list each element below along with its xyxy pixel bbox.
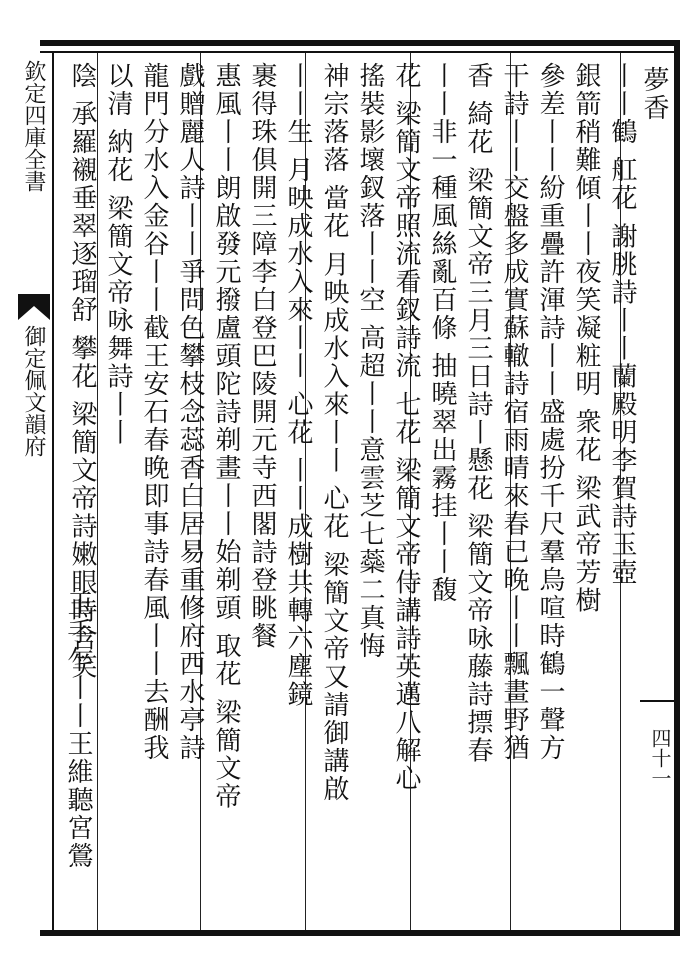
text-column: 龍門分水入金谷丨丨截王安石春晚即事詩春風丨丨去酬我 <box>139 62 169 762</box>
text-column: 搖裝影壞釵落丨丨空 高超丨丨意雲芝七蘂二真悔 <box>355 62 385 661</box>
frame-top-inner-border <box>40 51 680 53</box>
text-column: 丨丨非一種風絲亂百條 抽曉翠出霧挂丨丨馥 <box>427 62 457 605</box>
text-column: 以清 納花 梁簡文帝咏舞詩丨丨 <box>103 62 133 447</box>
frame-bottom-border <box>40 930 680 936</box>
text-column: 丨丨生 月映成水入來丨丨 心花 丨丨成樹共轉六塵鏡 <box>283 62 313 709</box>
text-column: 玉手乍丨丨王維聽宮鶯 <box>63 590 93 870</box>
text-column: 陰 承羅襯垂翠逐瑠舒 攀花 梁簡文帝詩嫩眼時含笑 <box>67 62 97 681</box>
page-number: 四十一 <box>648 728 672 788</box>
text-column: 干詩丨丨交盤多成實蘇轍詩宿雨晴來春已晚丨丨飄畫野猶 <box>499 62 529 762</box>
text-column: 參差丨丨紛重疊許渾詩丨丨盛處扮千尺羣烏喧時鶴一聲方 <box>535 62 565 762</box>
text-column: 丨丨鶴 舡花 謝朓詩丨丨蘭殿明李賀詩玉壺 <box>607 62 637 587</box>
text-column: 香 綺花 梁簡文帝三月三日詩丨懸花 梁簡文帝咏藤詩摽春 <box>463 62 493 765</box>
text-column: 惠風丨丨朗啟發元撥盧頭陀詩剃畫丨丨始剃頭 取花 梁簡文帝 <box>211 62 241 811</box>
fish-tail-icon <box>16 292 52 322</box>
text-column: 花 梁簡文帝照流看釵詩流 七花 梁簡文帝侍講詩英邁八解心 <box>391 62 421 793</box>
text-column: 神宗落落 當花 月映成水入來丨丨 心花 梁簡文帝又請御講啟 <box>319 62 349 804</box>
frame-right-border <box>674 40 680 935</box>
text-column: 裹得珠俱開三障李白登巴陵開元寺西閣詩登眺餐 <box>247 62 277 650</box>
text-column: 戲贈麗人詩丨丨爭問色攀枝念蕊香白居易重修府西水亭詩 <box>175 62 205 762</box>
frame-top-border <box>40 40 680 46</box>
margin-title: 欽定四庫全書 <box>21 60 46 192</box>
text-column: 夢香 <box>639 66 669 122</box>
margin-rule <box>52 53 54 930</box>
margin-book-title: 御定佩文韻府 <box>21 325 46 457</box>
text-column: 銀箭稍難傾丨丨夜笑凝粧明 衆花 梁武帝芳樹 <box>571 62 601 615</box>
